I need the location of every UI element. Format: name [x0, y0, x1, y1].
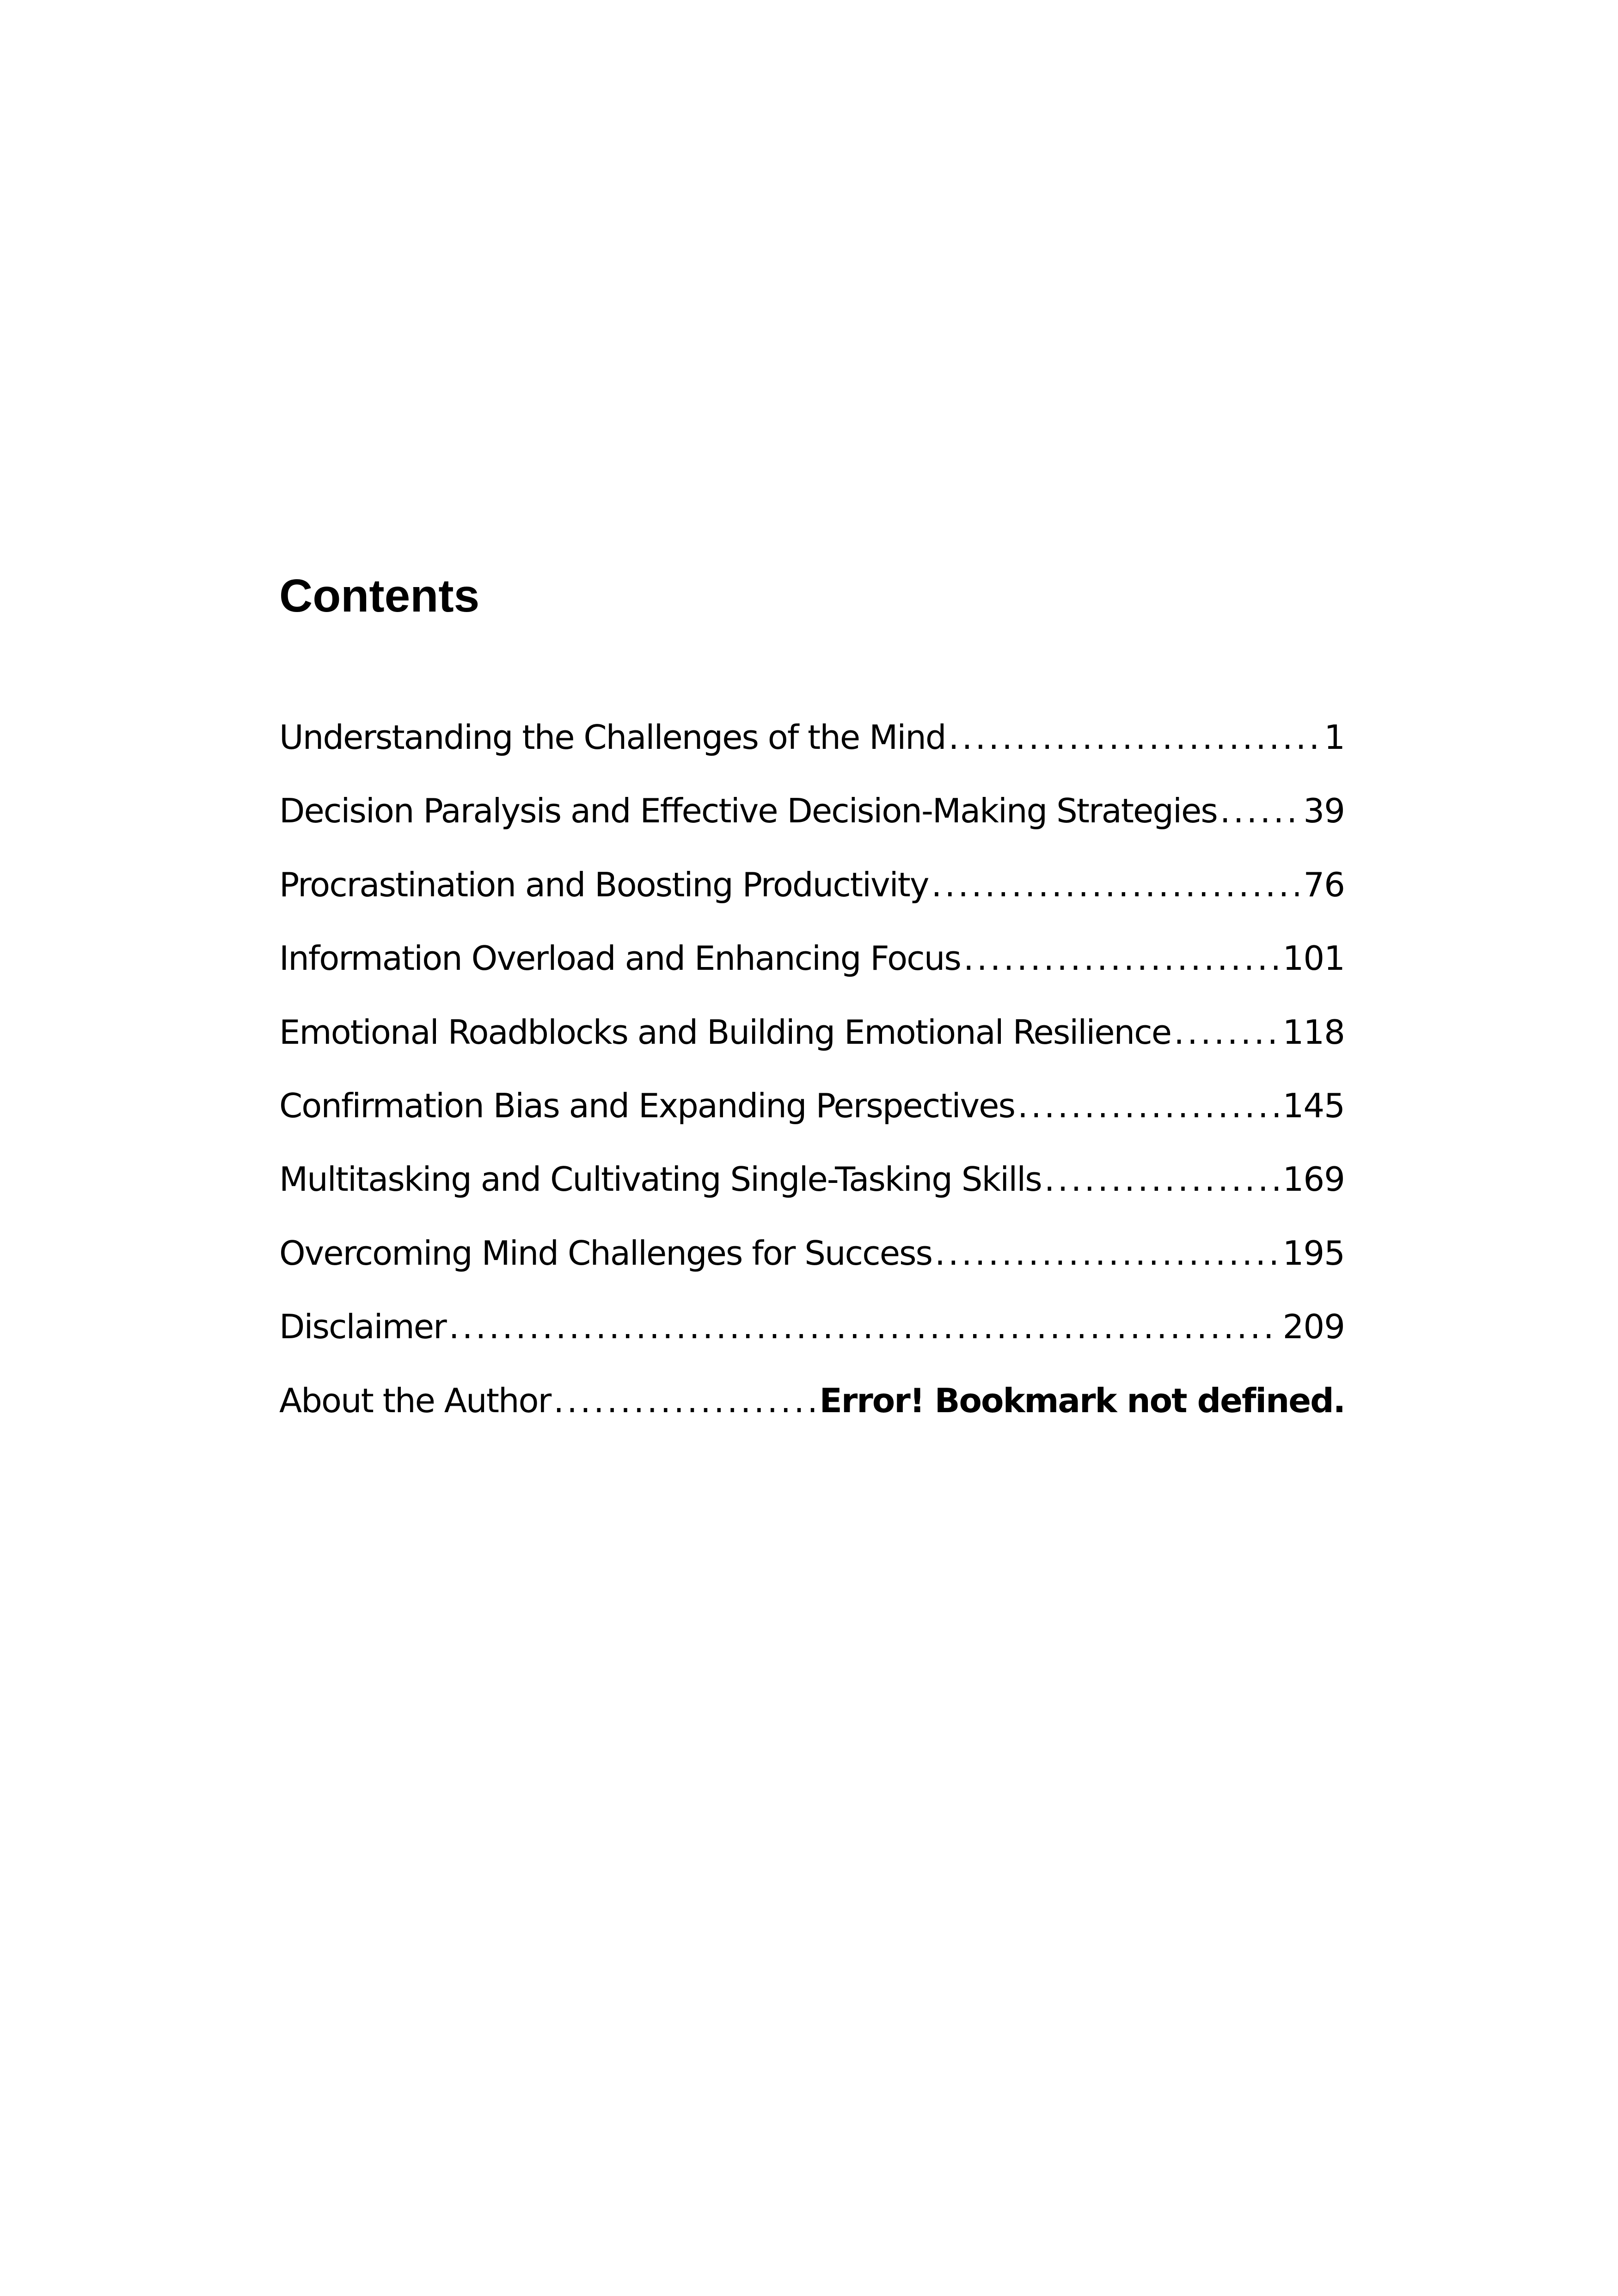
toc-entry[interactable]	[279, 1078, 1345, 1151]
toc-entry[interactable]	[279, 710, 1345, 783]
toc-page-number: 1	[1324, 718, 1345, 757]
toc-entry-title: Decision Paralysis and Effective Decision-Making Strategies	[279, 791, 1217, 831]
toc-entry[interactable]	[279, 1373, 1345, 1446]
toc-page-number: 195	[1282, 1233, 1345, 1273]
toc-entry-title: Disclaimer	[279, 1307, 446, 1347]
toc-dot-leader	[1220, 783, 1299, 839]
toc-entry[interactable]	[279, 783, 1345, 857]
toc-page-number: 118	[1282, 1012, 1345, 1052]
toc-entry-title: Overcoming Mind Challenges for Success	[279, 1233, 932, 1273]
toc-entry-title: Confirmation Bias and Expanding Perspectives	[279, 1086, 1015, 1125]
toc-entry[interactable]	[279, 1151, 1345, 1225]
toc-dot-leader	[949, 710, 1320, 765]
toc-dot-leader	[1174, 1004, 1278, 1060]
toc-dot-leader	[931, 857, 1299, 912]
toc-entry[interactable]	[279, 1004, 1345, 1078]
toc-dot-leader	[935, 1225, 1278, 1281]
toc-entry[interactable]	[279, 1299, 1345, 1372]
toc-entry-title: Information Overload and Enhancing Focus	[279, 939, 961, 978]
toc-page-number: 169	[1282, 1160, 1345, 1199]
toc-entry-title: Multitasking and Cultivating Single-Tasking Skills	[279, 1160, 1042, 1199]
toc-page-number: 39	[1303, 791, 1345, 831]
toc-page-number: 145	[1282, 1086, 1345, 1125]
toc-dot-leader	[1044, 1151, 1278, 1207]
toc-entry-title: Understanding the Challenges of the Mind	[279, 718, 946, 757]
toc-dot-leader	[449, 1299, 1278, 1354]
toc-entry[interactable]	[279, 1225, 1345, 1299]
toc-page-number: 101	[1282, 939, 1345, 978]
page-title: Contents	[279, 570, 480, 622]
toc-entry-title: About the Author	[279, 1381, 551, 1420]
toc-page-number: 209	[1282, 1307, 1345, 1347]
toc-entry-title: Procrastination and Boosting Productivity	[279, 865, 929, 904]
toc-entry[interactable]	[279, 931, 1345, 1004]
toc-page-number: 76	[1303, 865, 1345, 904]
toc-dot-leader	[1017, 1078, 1278, 1133]
toc-page-error: Error! Bookmark not defined.	[819, 1381, 1345, 1420]
toc-entry-title: Emotional Roadblocks and Building Emotional Resilience	[279, 1012, 1171, 1052]
toc-dot-leader	[963, 931, 1278, 986]
toc-entry[interactable]	[279, 857, 1345, 931]
toc-dot-leader	[553, 1373, 815, 1428]
table-of-contents	[279, 710, 1345, 1446]
